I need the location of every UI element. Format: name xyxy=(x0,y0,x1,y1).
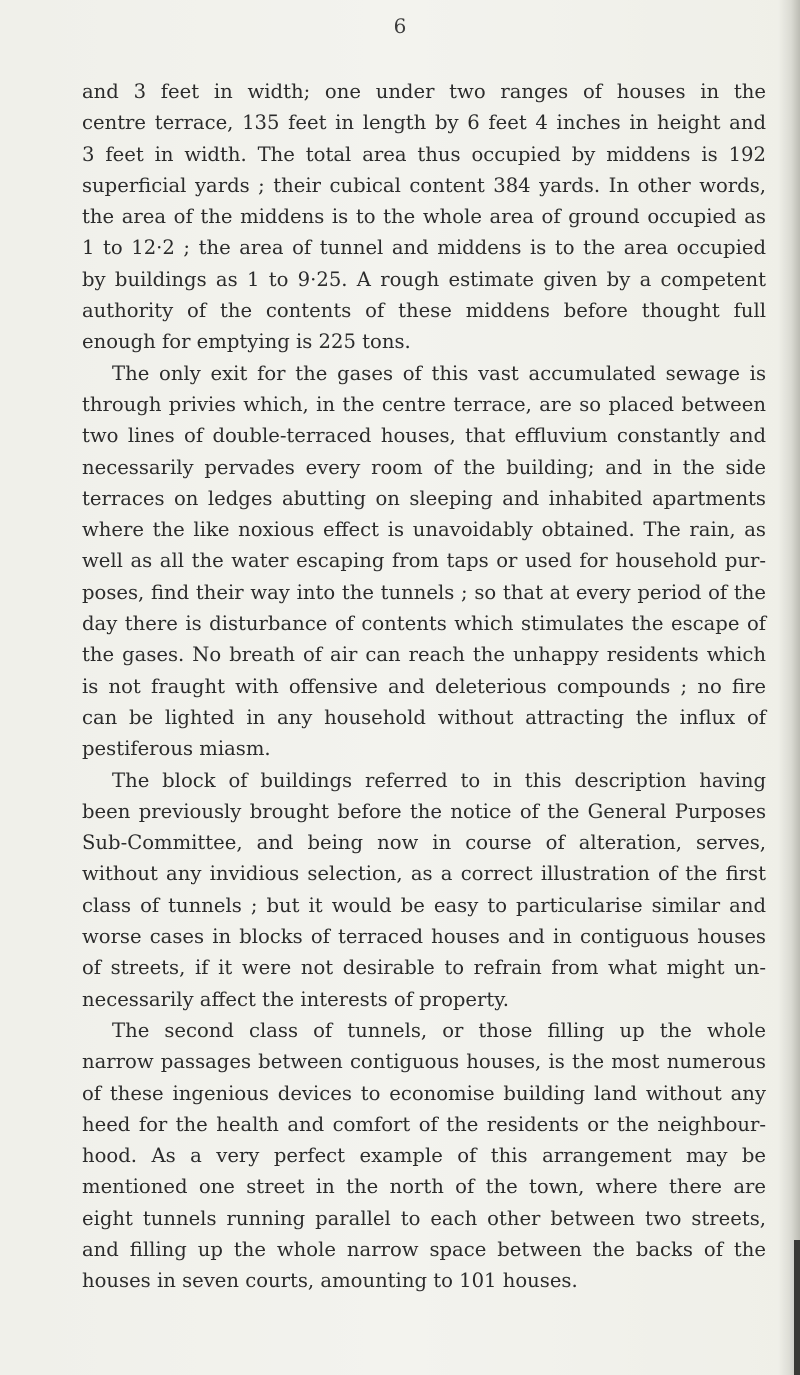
text-line: class of tunnels ; but it would be easy to particularise similar and xyxy=(82,893,766,917)
text-line: centre terrace, 135 feet in length by 6 feet 4 inches in height and xyxy=(82,111,766,135)
text-line: day there is disturbance of contents which stimulates the escape of xyxy=(82,612,766,636)
text-line: can be lighted in any household without attracting the influx of xyxy=(82,705,766,729)
text-line: heed for the health and comfort of the residents or the neighbour- xyxy=(82,1112,766,1136)
text-line: enough for emptying is 225 tons. xyxy=(82,330,411,354)
body-text xyxy=(82,76,766,1297)
text-line: The only exit for the gases of this vast accumulated sewage is xyxy=(112,361,766,385)
text-line: been previously brought before the notice of the General Purposes xyxy=(82,799,766,823)
text-line: hood. As a very perfect example of this arrangement may be xyxy=(82,1144,766,1168)
text-line: without any invidious selection, as a correct illustration of the first xyxy=(82,862,766,886)
text-line: mentioned one street in the north of the town, where there are xyxy=(82,1175,766,1199)
text-line: pestiferous miasm. xyxy=(82,737,271,761)
text-line: where the like noxious effect is unavoidably obtained. The rain, as xyxy=(82,518,766,542)
page-number: 6 xyxy=(393,14,407,38)
text-line: narrow passages between contiguous houses, is the most numerous xyxy=(82,1050,766,1074)
text-line: poses, find their way into the tunnels ; so that at every period of the xyxy=(82,580,766,604)
text-line: by buildings as 1 to 9·25. A rough estimate given by a competent xyxy=(82,267,766,291)
text-line: houses in seven courts, amounting to 101 houses. xyxy=(82,1269,578,1293)
text-line: terraces on ledges abutting on sleeping and inhabited apartments xyxy=(82,486,766,510)
text-line: of these ingenious devices to economise building land without any xyxy=(82,1081,766,1105)
binding-mark xyxy=(794,1240,800,1375)
text-line: worse cases in blocks of terraced houses and in contiguous houses xyxy=(82,925,766,949)
text-line: through privies which, in the centre terrace, are so placed between xyxy=(82,392,766,416)
text-line: is not fraught with offensive and deleterious compounds ; no fire xyxy=(82,674,766,698)
text-line: and filling up the whole narrow space between the backs of the xyxy=(82,1237,766,1261)
text-line: necessarily affect the interests of property. xyxy=(82,987,509,1011)
text-line: 1 to 12·2 ; the area of tunnel and middens is to the area occupied xyxy=(82,236,766,260)
text-line: necessarily pervades every room of the building; and in the side xyxy=(82,455,766,479)
page-edge-shadow xyxy=(778,0,800,1375)
text-line: of streets, if it were not desirable to refrain from what might un- xyxy=(82,956,766,980)
text-line: authority of the contents of these middens before thought full xyxy=(82,299,766,323)
text-line: the gases. No breath of air can reach the unhappy residents which xyxy=(82,643,766,667)
text-line: Sub-Committee, and being now in course of alteration, serves, xyxy=(82,831,766,855)
text-line: and 3 feet in width; one under two ranges of houses in the xyxy=(82,80,766,103)
text-line: well as all the water escaping from taps or used for household pur- xyxy=(82,549,766,573)
text-line: 3 feet in width. The total area thus occupied by middens is 192 xyxy=(82,142,766,166)
text-line: superficial yards ; their cubical content 384 yards. In other words, xyxy=(82,173,766,197)
text-line: The block of buildings referred to in this description having xyxy=(112,768,766,792)
text-line: eight tunnels running parallel to each other between two streets, xyxy=(82,1206,766,1230)
text-line: The second class of tunnels, or those filling up the whole xyxy=(112,1018,766,1042)
text-line: the area of the middens is to the whole area of ground occupied as xyxy=(82,205,766,229)
text-line: two lines of double-terraced houses, that effluvium constantly and xyxy=(82,424,766,448)
